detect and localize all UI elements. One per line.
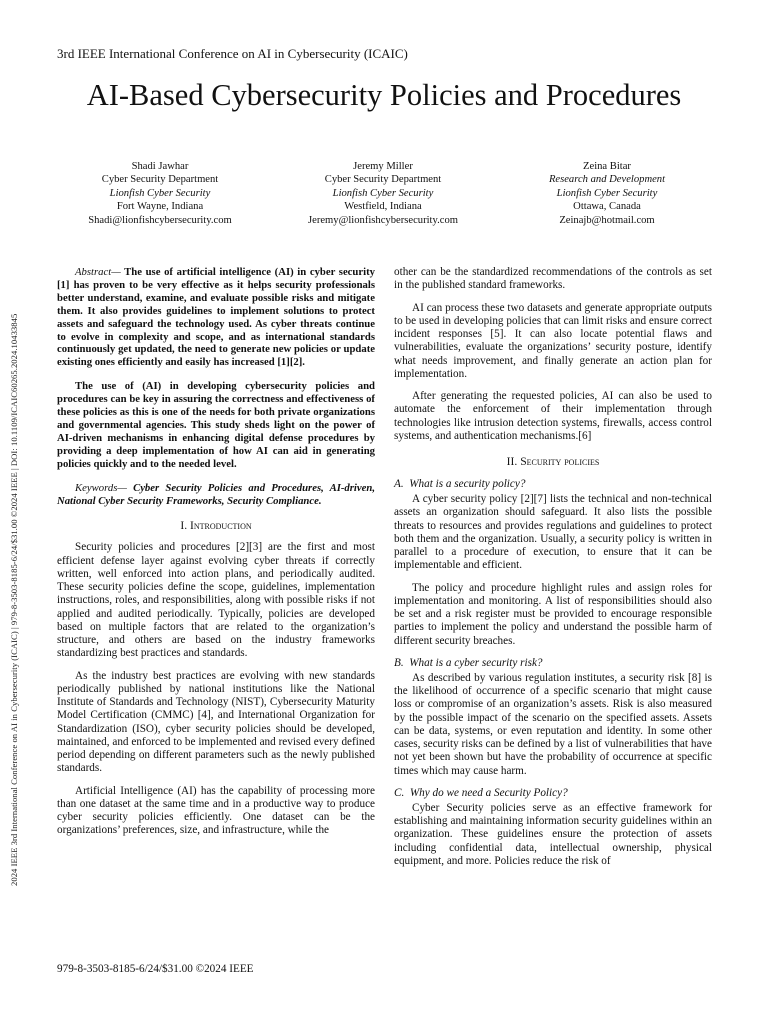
subsection-heading-a: A. What is a security policy? — [394, 478, 526, 490]
section-title: Security policies — [520, 455, 600, 468]
subsection-a-paragraph-1: A cyber security policy [2][7] lists the technical and non-technical assets an organization should safeguard. It also lists the possible threats to resources and provides regulations and guidelines to protect both them and the organization. Usually, a security policy is written in parallel to a procedure of execution, to ensure that it can be implementable and efficient. — [394, 493, 712, 572]
right-column — [394, 266, 712, 868]
left-column — [57, 266, 375, 838]
paper-title: AI-Based Cybersecurity Policies and Procedures — [86, 78, 682, 112]
section-heading-introduction — [57, 519, 375, 533]
body-paragraph: AI can process these two datasets and generate appropriate outputs to be used in developing policies that can limit risks and ensure correct incident responses [5]. It can also locate potential flaws and vulnerabilities, evaluate the organizations’ security posture, identify what needs improvement, and finally generate an action plan for implementation. — [394, 301, 712, 380]
abstract-text-1: The use of artificial intelligence (AI) in cyber security [1] has proven to be very effective as it helps security professionals better understand, examine, and evaluate possible risks and mitigate them. It also provides guidelines to implement solutions to protect assets and safeguard the technology used. As cyber threats continue to evolve in complexity and scope, and as international standards continuously get updated, the need to generate new policies or update existing ones efficiently and easily has increased [1][2]. — [57, 266, 375, 369]
author-email: Shadi@lionfishcybersecurity.com — [88, 214, 232, 226]
section-heading-security-policies — [394, 455, 712, 469]
subsection-a-paragraph-2: The policy and procedure highlight rules and assign roles for implementation and monitoring. A list of responsibilities should also be set and a risk register must be provided to encourage responsible parties to implement the policy and understand the possible harm of different security breaches. — [394, 581, 712, 647]
intro-paragraph-2: As the industry best practices are evolving with new standards periodically published by national institutions like the National Institute of Standards and Technology (NIST), Cybersecurity Maturity Model Certification (CMMC) [4], and International Organization for Standardization (ISO), cyber security policies should be developed, maintained, and enforced to be implemented and revised every defined period depending on different parameters such as the newly published standards. — [57, 669, 375, 775]
author-department: Cyber Security Department — [324, 174, 442, 186]
intro-paragraph-1: Security policies and procedures [2][3] are the first and most efficient defense layer against evolving cyber threats if correctly written, well enforced into action plans, and periodically audited. These security policies define the scope, guidelines, implementation instructions, roles, and responsibilities, along with possible risks if not applied and audited periodically. Typically, policies are developed based on multiple factors that are related to the organization’s structure, and others are based on the industry frameworks standardizing best practices and standards. — [57, 541, 375, 660]
author-location: Ottawa, Canada — [573, 201, 641, 213]
author-department: Cyber Security Department — [101, 174, 219, 186]
author-1 — [50, 160, 270, 227]
conference-header: 3rd IEEE International Conference on AI in Cybersecurity (ICAIC) — [57, 46, 408, 61]
author-email: Jeremy@lionfishcybersecurity.com — [308, 214, 458, 226]
author-location: Westfield, Indiana — [344, 201, 422, 213]
copyright-footer: 979-8-3503-8185-6/24/$31.00 ©2024 IEEE — [57, 963, 254, 975]
author-2 — [273, 160, 493, 227]
author-org: Lionfish Cyber Security — [109, 187, 211, 199]
author-name: Jeremy Miller — [353, 161, 413, 172]
subsection-heading-b: B. What is a cyber security risk? — [394, 656, 543, 669]
side-doi-stamp — [9, 170, 19, 886]
subsection-heading-c: C. Why do we need a Security Policy? — [394, 786, 568, 799]
author-department: Research and Development — [548, 174, 666, 186]
keywords — [57, 482, 375, 508]
author-email: Zeinajb@hotmail.com — [559, 214, 655, 226]
section-title: Introduction — [190, 519, 252, 533]
continuation-paragraph: other can be the standardized recommendations of the controls as set in the published standard frameworks. — [394, 266, 712, 292]
author-org: Lionfish Cyber Security — [556, 187, 658, 199]
author-org: Lionfish Cyber Security — [332, 187, 434, 199]
abstract-paragraph-2: The use of (AI) in developing cybersecurity policies and procedures can be key in assuring the correctness and effectiveness of these policies as this is one of the needs for both private organizations and governmental agencies. This study sheds light on the power of AI-driven mechanisms in enhancing digital defense procedures by providing a deep implementation of how AI can aid in generating policies quickly and to the needed level. — [57, 380, 375, 470]
author-name: Zeina Bitar — [583, 161, 631, 172]
section-numeral: II. — [506, 455, 518, 468]
author-3 — [497, 160, 717, 227]
abstract-label: Abstract— — [75, 266, 121, 278]
keywords-text: Cyber Security Policies and Procedures, AI-driven, National Cyber Security Frameworks, Security Compliance. — [57, 481, 375, 507]
author-name: Shadi Jawhar — [131, 161, 189, 172]
section-numeral: I. — [180, 519, 188, 533]
abstract-paragraph-1 — [57, 266, 375, 369]
subsection-b-paragraph-1: As described by various regulation institutes, a security risk [8] is the likelihood of occurrence of a specific scenario that might cause loss or compromise of an organization’s assets. Risk is also measured by the possible impact of the scenario on the specified assets. Assets can be data, systems, or even reputation and identity. In some other cases, security risks can be defined by a list of vulnerabilities that have not yet been shown but have the probability of occurrence at specific times which may cause harm. — [394, 671, 712, 777]
side-doi-text: 2024 IEEE 3rd International Conference on AI in Cybersecurity (ICAIC) | 979-8-3503-8185-6/24/$31.00 ©2024 IEEE | DOI: 10.1109/ICAIC60265.2024.10433845 — [9, 313, 19, 886]
keywords-label: Keywords— — [75, 481, 127, 494]
author-location: Fort Wayne, Indiana — [116, 201, 204, 213]
body-paragraph: After generating the requested policies, AI can also be used to automate the enforcement of their implementation through technologies like intrusion detection systems, firewalls, access control systems, and authentication mechanisms.[6] — [394, 390, 712, 442]
subsection-c-paragraph-1: Cyber Security policies serve as an effective framework for establishing and maintaining information security guidelines within an organization. These guidelines ensure the protection of assets including confidential data, intellectual ownership, physical equipment, and more. Policies reduce the risk of — [394, 801, 712, 867]
intro-paragraph-3: Artificial Intelligence (AI) has the capability of processing more than one dataset at the same time and in a productive way to produce cyber security policies efficiently. One dataset can be the organizations’ preferences, size, and infrastructure, while the — [57, 784, 375, 837]
